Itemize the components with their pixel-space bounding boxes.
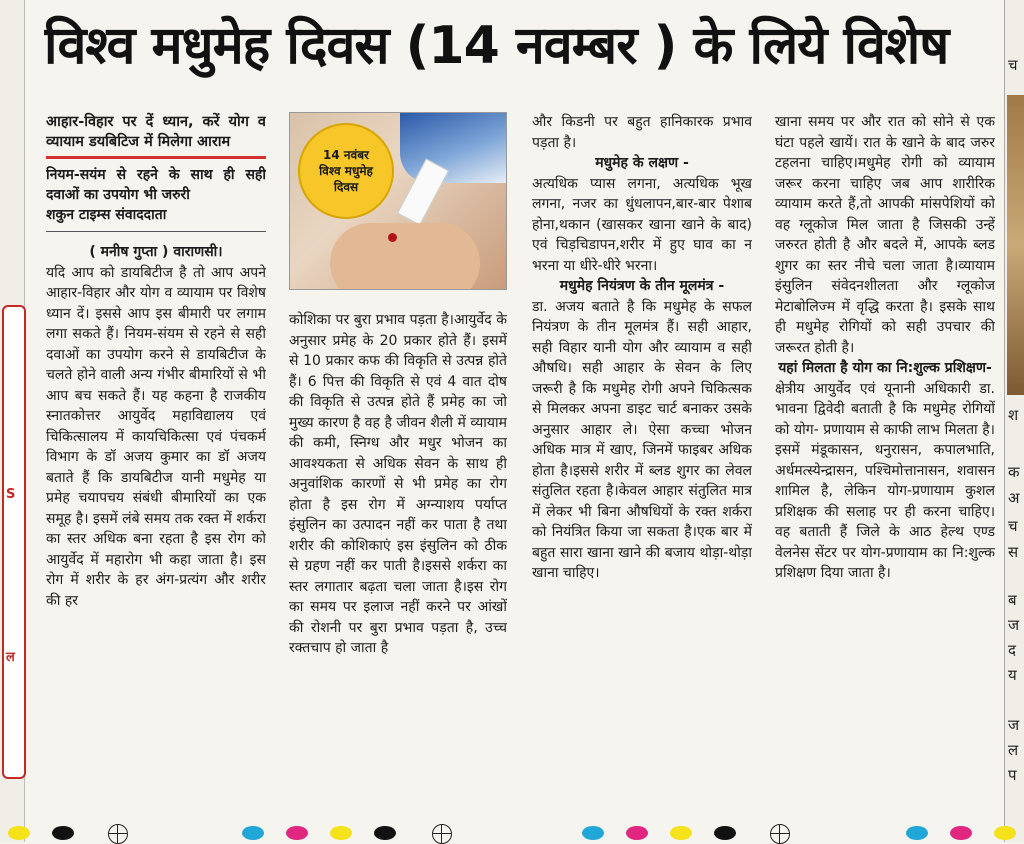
adjacent-page-char: क [1008, 463, 1020, 481]
adjacent-ad-letter: ल [6, 650, 15, 665]
article-body: यदि आप को डायबिटीज है तो आप अपने आहार-विहार और योग व व्यायाम पर विशेष ध्यान दें। इससे आप इस बीमारी पर लगाम लगा सकते हैं। नियम-संयम से रहने से सही दवाओं का उपयोग करने से डायबिटीज के चलते होने वाली अन्य गंभीर बीमारियों से भी आप बच सकते हैं। यह कहना है राजकीय स्नातकोत्तर आयुर्वेद महाविद्यालय एवं चिकित्सालय में कायचिकित्सा एवं पंचकर्म विभाग के डॉ अजय कुमार का डॉ अजय बताते हैं कि डायबिटीज यानी मधुमेह या प्रमेह चयापचय संबंधी बीमारियों का एक समूह है। इसमें लंबे समय तक रक्त में शर्करा का स्तर अधिक बना रहता है इस रोग को आयुर्वेद में महारोग भी कहा जाता है। इस रोग में शरीर के हर अंग-प्रत्यंग और शरीर की हर [46, 264, 266, 609]
subheading-primary: आहार-विहार पर दें ध्यान, करें योग व व्यायाम डयबिटिज में मिलेगा आराम [46, 114, 266, 150]
article-body: डा. अजय बताते है कि मधुमेह के सफल नियंत्रण के तीन मूलमंत्र हैं। सही आहार, सही विहार यानी योग और व्यायाम व सही औषधि। सही आहार के सेवन के लिए जरूरी है कि मधुमेह रोगी अपने चिकित्सक से मिलकर अपना डाइट चार्ट बनाकर उसके अनुसार आहार ले। ऐसा कच्चा भोजन अधिक मात्र में खाए, जिनमें फाइबर अधिक होता है।इससे शरीर में ब्लड शुगर का लेवल संतुलित रहता है।केवल आहार संतुलित मात्र में लेकर भी बिना औषधियों के रक्त शर्करा को नियंत्रित किया जा सकता है।एक बार में बहुत सारा खाना खाने की बजाय थोड़ा-थोड़ा खाना चाहिए। [532, 298, 752, 581]
headline: विश्व मधुमेह दिवस (14 नवम्बर ) के लिये विशेष [44, 16, 949, 76]
section-heading: मधुमेह नियंत्रण के तीन मूलमंत्र - [559, 278, 725, 294]
adjacent-page-char: ब [1008, 591, 1017, 609]
adjacent-page-right [1004, 0, 1024, 842]
article-body: अत्यधिक प्यास लगना, अत्यधिक भूख लगना, नजर का धुंधलापन,बार-बार पेशाब होना,थकान (खासकर खाना खाने के बाद) एवं चिड़चिडापन,शरीर में हुए घाव का न भरना या धीरे-धीरे भरना। [532, 175, 752, 274]
article-body: और किडनी पर बहुत हानिकारक प्रभाव पड़ता है। [532, 114, 752, 151]
adjacent-photo [1007, 95, 1024, 395]
adjacent-page-char: द [1008, 641, 1016, 659]
article-body: कोशिका पर बुरा प्रभाव पड़ता है।आयुर्वेद के अनुसार प्रमेह के 20 प्रकार होते हैं। इसमें से 10 प्रकार कफ की विकृति से उत्पन्न होते हैं। 6 पित्त की विकृति से एवं 4 वात दोष की विकृति से उत्पन्न होते हैं प्रमेह का जो मुख्य कारण है वह है जीवन शैली में व्यायाम की कमी, स्निग्ध और मधुर भोजन का आवश्यकता से अधिक सेवन के साथ ही अनुवांशिक कारणों से भी प्रमेह का रोग होता है इस रोग में अग्न्याशय पर्याप्त इंसुलिन का उत्पादन नहीं कर पाता है तथा शरीर की कोशिकाएं इस इंसुलिन को ठीक से ग्रहण नहीं कर पाती है।इससे शर्करा का स्तर लगातार बढ़ता चला जाता है।इस रोग का समय पर इलाज नहीं करने पर आंखों की रोशनी पर बुरा प्रभाव पड़ता है, उच्च रक्तचाप हो जाता है [289, 312, 507, 656]
color-dot [714, 826, 736, 840]
badge-line: विश्व मधुमेह [319, 164, 373, 178]
adjacent-page-char: य [1008, 666, 1017, 684]
article-body: क्षेत्रीय आयुर्वेद एवं यूनानी अधिकारी डा. भावना द्विवेदी बताती है कि मधुमेह रोगियों को योग- प्रणायाम से काफी लाभ मिलता है। इसमें मंडूकासन, धनुरासन, कपालभाति, अर्धमत्स्येन्द्रासन, पश्चिमोत्तानासन, शवासन शामिल है, लेकिन योग-प्रणायाम कुशल प्रशिक्षक की सलाह पर ही करना चाहिए। वह बताती हैं जिले के आठ हेल्थ एण्ड वेलनेस सेंटर पर योग-प्रणायाम का नि:शुल्क प्रशिक्षण दिया जाता है। [775, 380, 995, 581]
color-dot [330, 826, 352, 840]
color-dot [670, 826, 692, 840]
adjacent-page-char: श [1008, 406, 1019, 424]
adjacent-ad-box [2, 305, 26, 779]
adjacent-page-char: ज [1008, 616, 1020, 634]
adjacent-page-char: च [1008, 56, 1018, 74]
registration-mark-icon [432, 824, 452, 844]
color-dot [626, 826, 648, 840]
color-dot [52, 826, 74, 840]
adjacent-page-char: च [1008, 517, 1018, 535]
divider [46, 231, 266, 232]
print-color-bar [0, 822, 1024, 842]
adjacent-page-char: ल [1008, 741, 1019, 759]
adjacent-page-char: स [1008, 543, 1019, 561]
subheading-secondary: नियम-सयंम से रहने के साथ ही सही दवाओं का उपयोग भी जरुरी [46, 167, 266, 203]
registration-mark-icon [770, 824, 790, 844]
color-dot [286, 826, 308, 840]
column-2 [289, 112, 507, 802]
adjacent-page-char: प [1008, 766, 1017, 784]
article-body: खाना समय पर और रात को सोने से एक घंटा पहले खायें। रात के खाने के बाद जरुर टहलना चाहिए।मधुमेह रोगी को व्यायाम जरूर करना चाहिए जब आप शारीरिक व्यायाम करते हैं,तो आपकी मांसपेशियों को वह ग्लूकोज मिल जाता है जिसकी उन्हें जरुरत होती है और बदले में, आपके ब्लड शुगर का स्तर नीचे चला जाता है।व्यायाम इंसुलिन संवेदनशीलता और ग्लूकोज मेटाबोलिज्म में वृद्धि करता है। इसके साथ ही मधुमेह रोगियों को सही उपचार की जरूरत होती है। [775, 114, 995, 356]
column-1 [46, 112, 266, 802]
adjacent-page-char: अ [1008, 489, 1020, 507]
color-dot [582, 826, 604, 840]
column-3 [532, 112, 752, 802]
byline: ( मनीष गुप्ता ) वाराणसी। [89, 244, 223, 260]
adjacent-page-char: ज [1008, 716, 1020, 734]
color-dot [950, 826, 972, 840]
color-dot [994, 826, 1016, 840]
badge-line: 14 नवंबर [323, 148, 369, 162]
article-photo [289, 112, 507, 290]
adjacent-ad-letter: S [6, 487, 16, 502]
registration-mark-icon [108, 824, 128, 844]
color-dot [242, 826, 264, 840]
glucometer [400, 113, 506, 183]
color-dot [8, 826, 30, 840]
badge-line: दिवस [333, 180, 359, 194]
color-dot [374, 826, 396, 840]
credit: शकुन टाइम्स संवाददाता [46, 207, 167, 223]
color-dot [906, 826, 928, 840]
blood-drop [388, 233, 397, 242]
divider-red [46, 156, 266, 159]
section-heading: यहां मिलता है योग का नि:शुल्क प्रशिक्षण- [778, 360, 992, 376]
section-heading: मधुमेह के लक्षण - [595, 155, 689, 171]
date-badge [298, 123, 394, 219]
column-4 [775, 112, 995, 802]
adjacent-page-left [0, 0, 25, 842]
finger [330, 223, 480, 290]
